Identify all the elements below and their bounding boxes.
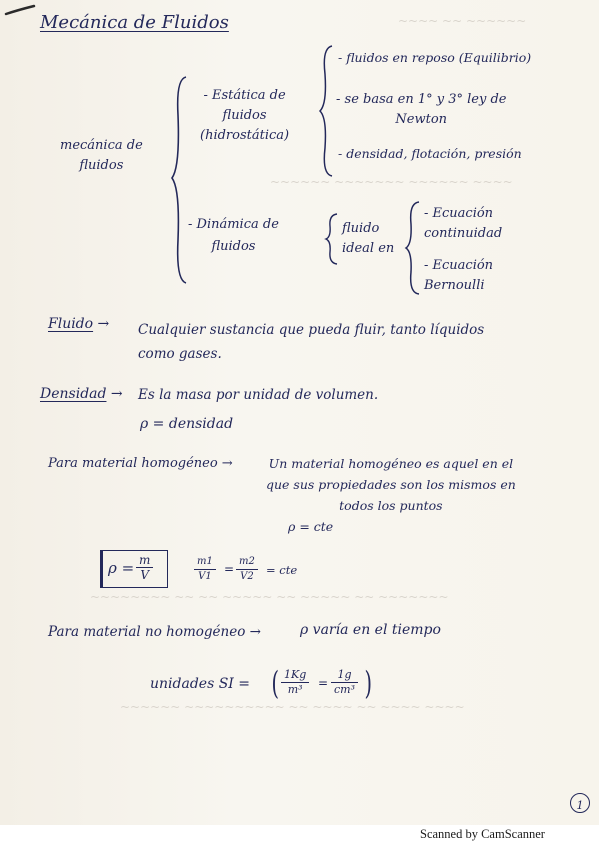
ratio-tail: = cte	[266, 563, 298, 577]
fraction-denominator: V1	[198, 571, 212, 582]
densidad-arrow: →	[110, 386, 123, 402]
dinamica-label: - Dinámica de fluidos	[188, 217, 279, 254]
page-title: Mecánica de Fluidos	[40, 12, 229, 33]
unidades-fraction-1	[281, 668, 309, 697]
density-formula-lhs: ρ =	[108, 559, 135, 577]
dinamica-item-2: - Ecuación Bernoulli	[424, 258, 494, 293]
fluido-term-text: Fluido	[48, 316, 94, 332]
fraction-denominator: V	[140, 568, 150, 582]
estatica-item-3: - densidad, flotación, presión	[338, 146, 522, 161]
pen-stroke	[0, 0, 40, 20]
ratio-fraction-2	[236, 555, 258, 584]
fraction-numerator: 1g	[331, 668, 358, 683]
no-homogeneo-label: Para material no homogéneo →	[48, 624, 261, 640]
page-number: 1	[576, 799, 584, 812]
homogeneo-const: ρ = cte	[288, 519, 334, 534]
homogeneo-label: Para material homogéneo →	[48, 456, 233, 471]
bleed-through-text: ~~~~~~ ~~~~~~~~~~ ~~ ~~~~ ~~ ~~~~ ~~~~	[120, 700, 465, 714]
no-homogeneo-definition: ρ varía en el tiempo	[300, 622, 441, 638]
bleed-through-text: ~~~~ ~~ ~~~~~~	[398, 14, 527, 28]
fluido-term	[48, 316, 109, 332]
unidades-equals: =	[318, 676, 329, 690]
homogeneo-definition: Un material homogéneo es aquel en el que sus propiedades son los mismos en todos los puntos	[266, 456, 516, 513]
page-number-badge	[570, 793, 590, 813]
scanner-footer	[0, 825, 599, 848]
densidad-definition: Es la masa por unidad de volumen.	[138, 387, 379, 403]
unidades-label: unidades SI =	[150, 676, 251, 692]
fluido-ideal-label: fluido ideal en	[342, 221, 395, 256]
big-brace	[170, 75, 190, 285]
estatica-brace	[318, 44, 336, 178]
dinamica-brace	[324, 212, 340, 266]
unidades-close-paren: )	[364, 664, 372, 702]
fluido-definition: Cualquier sustancia que pueda fluir, tanto líquidos como gases.	[138, 322, 485, 362]
estatica-item-1: - fluidos en reposo (Equilibrio)	[338, 50, 532, 65]
densidad-symbol: ρ = densidad	[140, 416, 234, 432]
fraction-denominator: cm³	[334, 683, 356, 696]
scanner-watermark: Scanned by CamScanner	[420, 827, 545, 841]
unidades-fraction-2	[331, 668, 358, 697]
ratio-equals: =	[224, 562, 235, 576]
diagram-root: mecánica de fluidos	[60, 138, 143, 173]
fraction-numerator: 1Kg	[281, 668, 309, 683]
unidades-open-paren: (	[271, 664, 279, 702]
density-formula-fraction	[136, 553, 153, 582]
densidad-term-text: Densidad	[40, 386, 107, 402]
estatica-label: - Estática de fluidos (hidrostática)	[200, 88, 290, 143]
dinamica-item-1: - Ecuación continuidad	[424, 206, 503, 241]
fraction-denominator: V2	[240, 571, 254, 582]
bleed-through-text: ~~~~~~~~ ~~ ~~ ~~~~~ ~~ ~~~~~ ~~ ~~~~~~~	[90, 590, 449, 604]
fraction-numerator: m	[136, 553, 153, 568]
fraction-numerator: m2	[236, 555, 258, 570]
ratio-fraction-1	[194, 555, 216, 584]
fluido-arrow: →	[97, 316, 110, 332]
ecuaciones-brace	[404, 200, 422, 296]
fraction-numerator: m1	[194, 555, 216, 570]
fraction-denominator: m³	[287, 683, 303, 696]
estatica-item-2: - se basa en 1° y 3° ley de Newton	[336, 92, 507, 127]
bleed-through-text: ~~~~~~ ~~~~~~~ ~~~~~~ ~~~~	[270, 175, 513, 189]
densidad-term	[40, 386, 123, 402]
